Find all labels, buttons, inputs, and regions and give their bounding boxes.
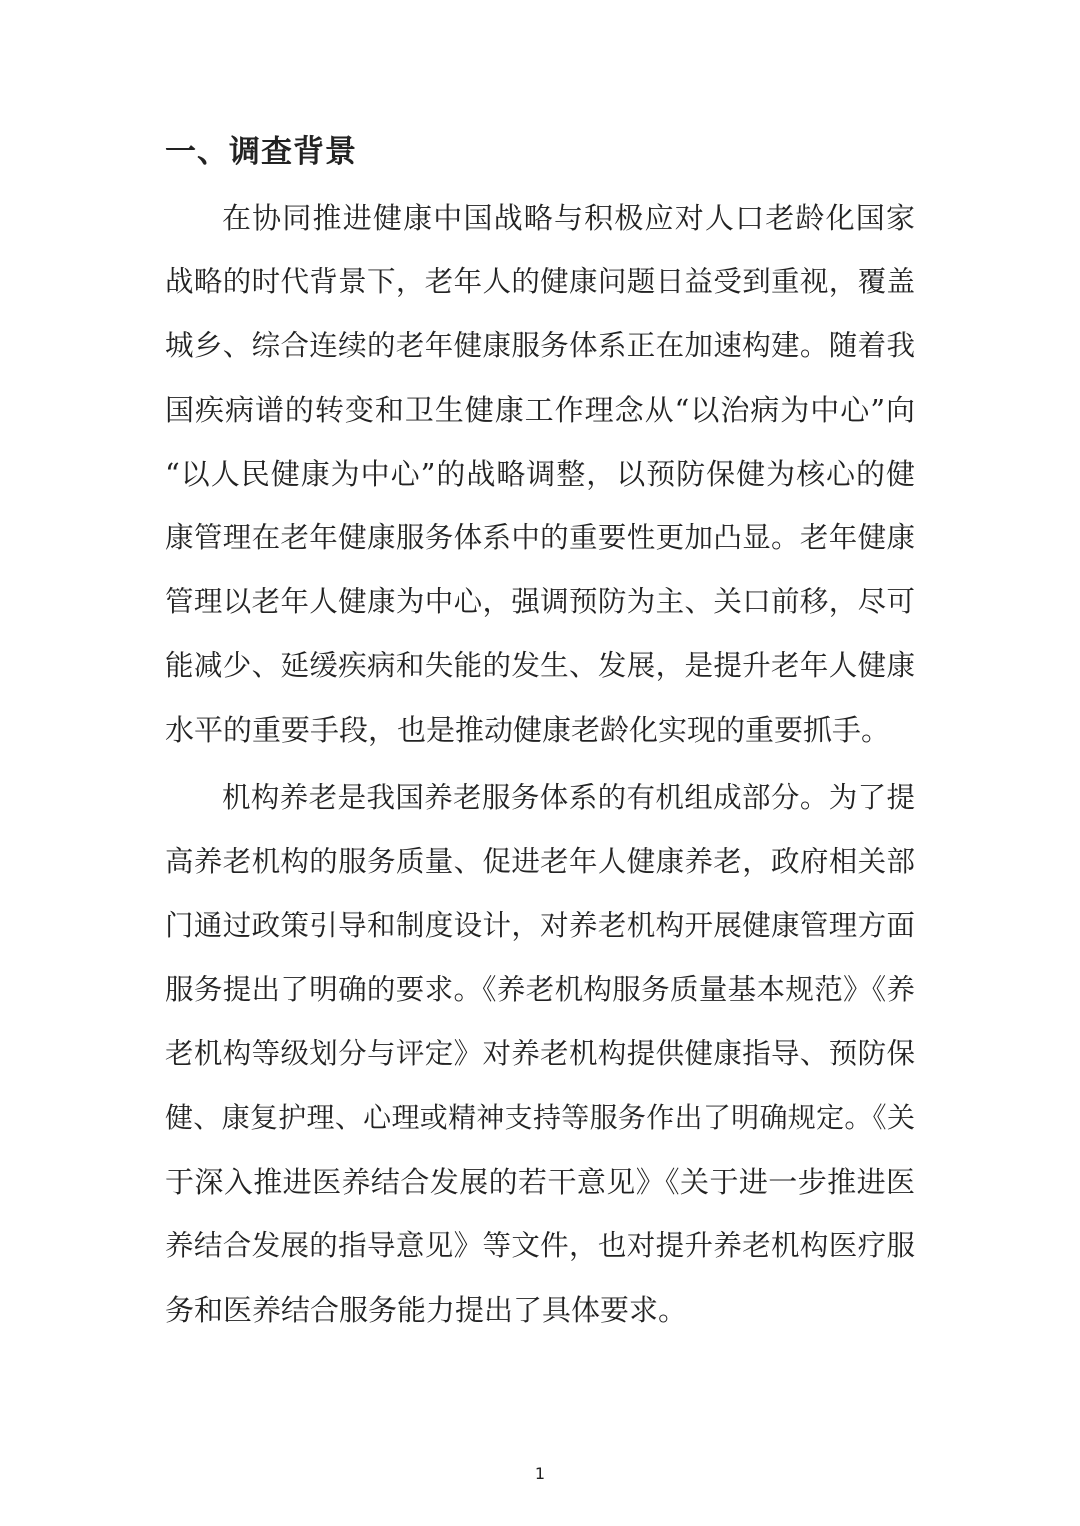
paragraph-line: 战略的时代背景下，老年人的健康问题日益受到重视，覆盖 — [165, 265, 915, 298]
paragraph-line: 城乡、综合连续的老年健康服务体系正在加速构建。随着我 — [165, 329, 915, 362]
paragraph-line: 管理以老年人健康为中心，强调预防为主、关口前移，尽可 — [165, 585, 915, 618]
paragraph-line: 高养老机构的服务质量、促进老年人健康养老，政府相关部 — [165, 845, 915, 878]
paragraph-line: 务和医养结合服务能力提出了具体要求。 — [165, 1293, 688, 1327]
page-number: 1 — [534, 1464, 546, 1483]
paragraph-line: 健、康复护理、心理或精神支持等服务作出了明确规定。《关 — [165, 1101, 915, 1134]
paragraph-line: 老机构等级划分与评定》对养老机构提供健康指导、预防保 — [165, 1037, 915, 1070]
paragraph-line: 养结合发展的指导意见》等文件，也对提升养老机构医疗服 — [165, 1229, 915, 1262]
paragraph-line: 于深入推进医养结合发展的若干意见》《关于进一步推进医 — [165, 1165, 915, 1199]
paragraph-line: 门通过政策引导和制度设计，对养老机构开展健康管理方面 — [165, 909, 915, 942]
paragraph-line: 康管理在老年健康服务体系中的重要性更加凸显。老年健康 — [165, 521, 915, 554]
paragraph-line: 国疾病谱的转变和卫生健康工作理念从“以治病为中心”向 — [165, 393, 915, 427]
paragraph-line: 在协同推进健康中国战略与积极应对人口老龄化国家 — [222, 201, 915, 235]
paragraph-line: 水平的重要手段，也是推动健康老龄化实现的重要抓手。 — [165, 713, 891, 747]
paragraph-line: “以人民健康为中心”的战略调整，以预防保健为核心的健 — [165, 457, 915, 491]
paragraph-line: 机构养老是我国养老服务体系的有机组成部分。为了提 — [222, 781, 915, 814]
paragraph-line: 能减少、延缓疾病和失能的发生、发展，是提升老年人健康 — [165, 649, 915, 682]
section-heading: 一、调查背景 — [165, 134, 357, 170]
paragraph-line: 服务提出了明确的要求。《养老机构服务质量基本规范》《养 — [165, 973, 915, 1006]
